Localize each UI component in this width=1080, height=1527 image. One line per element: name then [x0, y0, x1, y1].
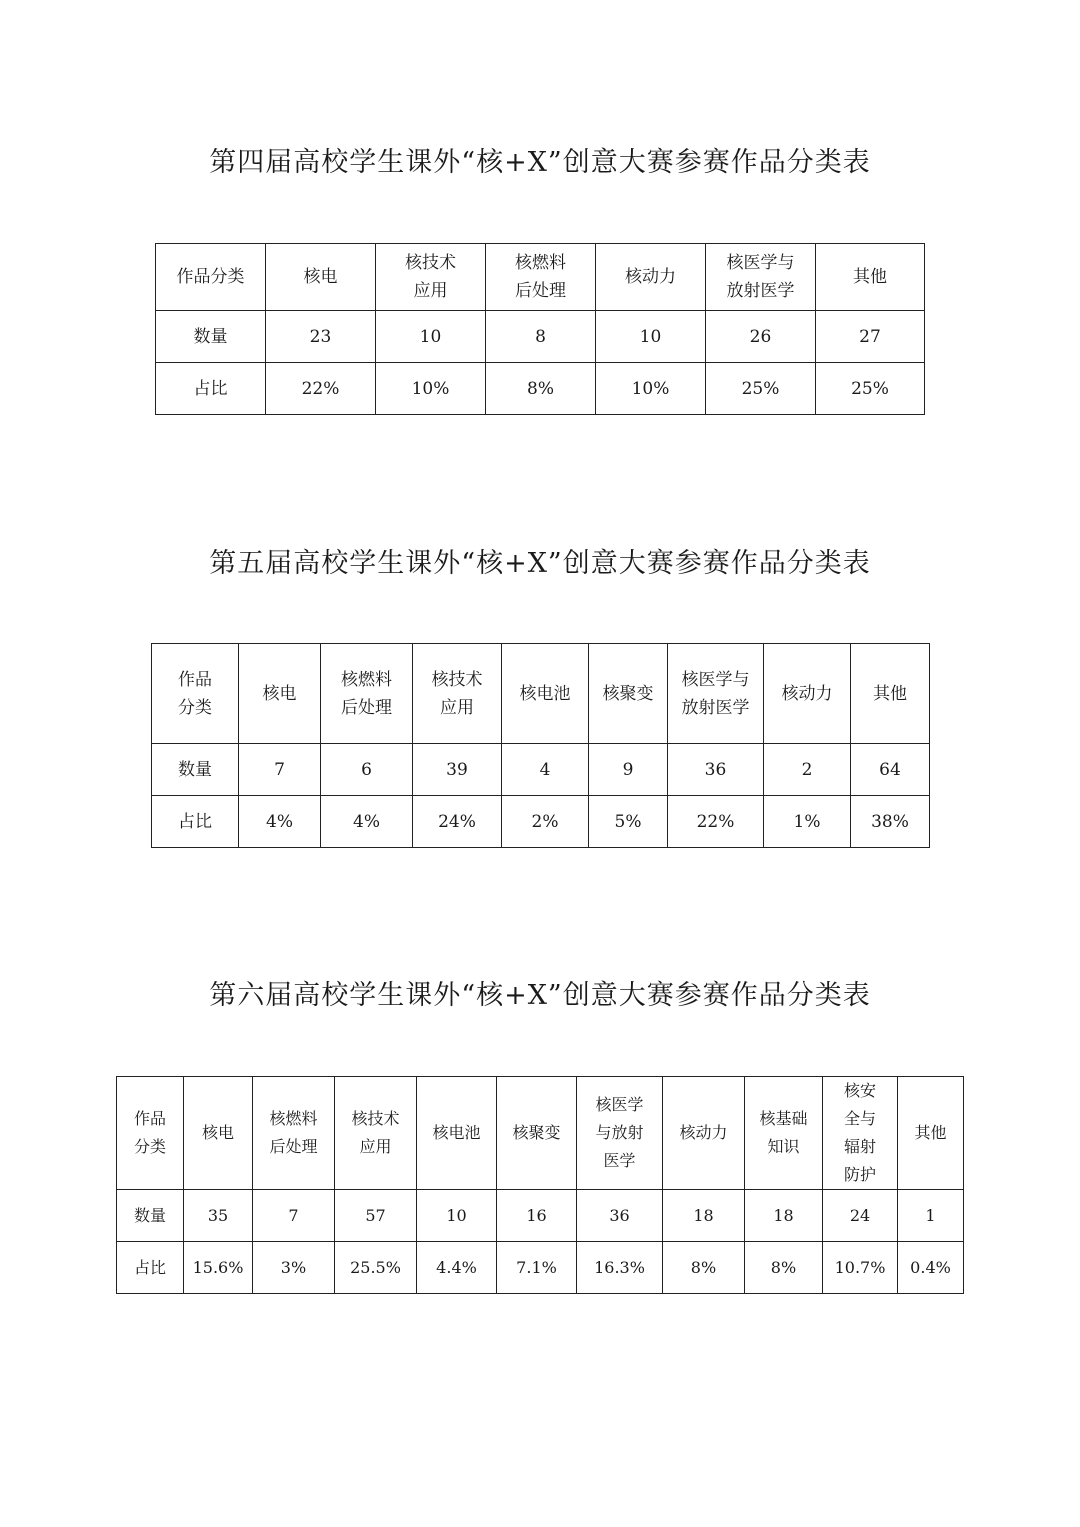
header-cell: 核电 — [184, 1077, 253, 1190]
table-cell: 16 — [497, 1190, 577, 1242]
header-cell: 核安 全与 辐射 防护 — [823, 1077, 898, 1190]
table-cell: 39 — [413, 744, 502, 796]
table-cell: 24 — [823, 1190, 898, 1242]
table-cell: 35 — [184, 1190, 253, 1242]
table-cell: 10% — [596, 363, 706, 415]
row-label: 占比 — [156, 363, 266, 415]
table-4th-contest — [155, 243, 925, 415]
table-cell: 6 — [321, 744, 413, 796]
header-cell: 核动力 — [764, 644, 851, 744]
header-cell: 核电池 — [502, 644, 589, 744]
table-cell: 36 — [577, 1190, 663, 1242]
header-cell: 核燃料 后处理 — [486, 244, 596, 311]
header-cell: 作品 分类 — [117, 1077, 184, 1190]
header-cell: 其他 — [851, 644, 930, 744]
table-header-row — [117, 1077, 964, 1190]
table-3-title: 第六届高校学生课外“核+X”创意大赛参赛作品分类表 — [209, 980, 871, 1011]
table-cell: 38% — [851, 796, 930, 848]
row-label: 占比 — [152, 796, 239, 848]
header-cell: 核电 — [239, 644, 321, 744]
table-row-percent — [152, 796, 930, 848]
row-label: 数量 — [156, 311, 266, 363]
table-row-count — [152, 744, 930, 796]
table-row-count — [117, 1190, 964, 1242]
row-label: 数量 — [117, 1190, 184, 1242]
table-cell: 25.5% — [335, 1242, 417, 1294]
header-cell: 核电池 — [417, 1077, 497, 1190]
table-cell: 10% — [376, 363, 486, 415]
header-cell: 核燃料 后处理 — [321, 644, 413, 744]
table-cell: 8% — [486, 363, 596, 415]
table-cell: 18 — [745, 1190, 823, 1242]
table-cell: 1% — [764, 796, 851, 848]
table-cell: 15.6% — [184, 1242, 253, 1294]
table-cell: 10.7% — [823, 1242, 898, 1294]
table-cell: 22% — [266, 363, 376, 415]
table-cell: 36 — [668, 744, 764, 796]
row-label: 占比 — [117, 1242, 184, 1294]
header-cell: 核技术 应用 — [335, 1077, 417, 1190]
table-cell: 1 — [898, 1190, 964, 1242]
table-header-row — [152, 644, 930, 744]
header-cell: 作品分类 — [156, 244, 266, 311]
table-cell: 5% — [589, 796, 668, 848]
table-cell: 8 — [486, 311, 596, 363]
table-cell: 24% — [413, 796, 502, 848]
header-cell: 核技术 应用 — [413, 644, 502, 744]
table-cell: 16.3% — [577, 1242, 663, 1294]
header-cell: 核动力 — [663, 1077, 745, 1190]
table-cell: 18 — [663, 1190, 745, 1242]
table-cell: 26 — [706, 311, 816, 363]
header-cell: 作品 分类 — [152, 644, 239, 744]
header-cell: 核技术 应用 — [376, 244, 486, 311]
table-cell: 57 — [335, 1190, 417, 1242]
table-cell: 7.1% — [497, 1242, 577, 1294]
table-cell: 7 — [253, 1190, 335, 1242]
table-cell: 10 — [417, 1190, 497, 1242]
table-cell: 3% — [253, 1242, 335, 1294]
table-cell: 4.4% — [417, 1242, 497, 1294]
header-cell: 核聚变 — [497, 1077, 577, 1190]
table-cell: 9 — [589, 744, 668, 796]
table-cell: 25% — [706, 363, 816, 415]
header-cell: 核聚变 — [589, 644, 668, 744]
table-cell: 25% — [816, 363, 925, 415]
table-cell: 4 — [502, 744, 589, 796]
table-row-percent — [156, 363, 925, 415]
table-cell: 4% — [239, 796, 321, 848]
header-cell: 核基础 知识 — [745, 1077, 823, 1190]
table-cell: 23 — [266, 311, 376, 363]
table-2-title: 第五届高校学生课外“核+X”创意大赛参赛作品分类表 — [209, 548, 871, 579]
table-row-percent — [117, 1242, 964, 1294]
header-cell: 其他 — [816, 244, 925, 311]
table-cell: 10 — [376, 311, 486, 363]
table-cell: 22% — [668, 796, 764, 848]
header-cell: 核动力 — [596, 244, 706, 311]
table-cell: 27 — [816, 311, 925, 363]
header-cell: 核燃料 后处理 — [253, 1077, 335, 1190]
table-5th-contest — [151, 643, 930, 848]
table-cell: 64 — [851, 744, 930, 796]
row-label: 数量 — [152, 744, 239, 796]
table-6th-contest — [116, 1076, 964, 1294]
header-cell: 核医学与 放射医学 — [668, 644, 764, 744]
table-cell: 7 — [239, 744, 321, 796]
table-row-count — [156, 311, 925, 363]
table-cell: 2 — [764, 744, 851, 796]
header-cell: 核医学与 放射医学 — [706, 244, 816, 311]
table-cell: 10 — [596, 311, 706, 363]
table-header-row — [156, 244, 925, 311]
table-cell: 8% — [663, 1242, 745, 1294]
table-cell: 4% — [321, 796, 413, 848]
table-cell: 8% — [745, 1242, 823, 1294]
header-cell: 核医学 与放射 医学 — [577, 1077, 663, 1190]
header-cell: 核电 — [266, 244, 376, 311]
table-1-title: 第四届高校学生课外“核+X”创意大赛参赛作品分类表 — [209, 147, 871, 178]
header-cell: 其他 — [898, 1077, 964, 1190]
table-cell: 2% — [502, 796, 589, 848]
table-cell: 0.4% — [898, 1242, 964, 1294]
